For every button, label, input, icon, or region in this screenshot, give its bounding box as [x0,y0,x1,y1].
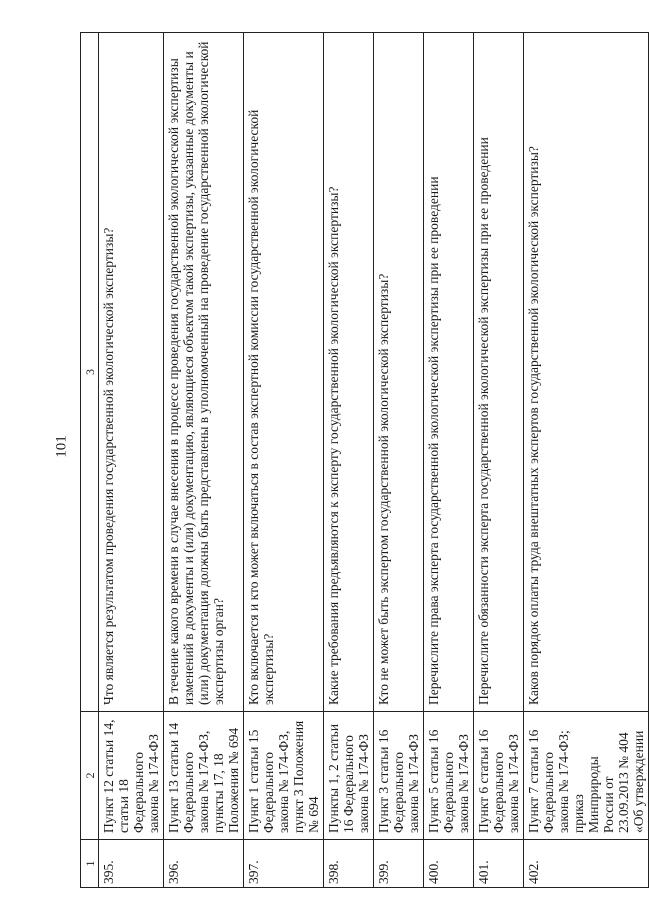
table-row [524,33,649,888]
row-number: 395. [99,840,164,888]
row-question: Перечислите права эксперта государственной экологической экспертизы при ее проведении [424,33,474,712]
header-col-1: 1 [81,840,99,888]
row-legal-basis: Пункты 1, 2 статьи 16 Федерального закона № 174-ФЗ [324,712,374,840]
header-col-2: 2 [81,712,99,840]
row-question: Что является результатом проведения государственной экологической экспертизы? [99,33,164,712]
table-row [244,33,324,888]
header-col-3: 3 [81,33,99,712]
row-number: 402. [524,840,649,888]
row-legal-basis: Пункт 5 статьи 16 Федерального закона № 174-ФЗ [424,712,474,840]
row-number: 401. [474,840,524,888]
row-question: Перечислите обязанности эксперта государственной экологической экспертизы при ее проведении [474,33,524,712]
row-legal-basis: Пункт 12 статьи 14, статьи 18 Федерального закона № 174-ФЗ [99,712,164,840]
row-legal-basis: Пункт 6 статьи 16 Федерального закона № 174-ФЗ [474,712,524,840]
questions-table [80,32,649,888]
row-number: 400. [424,840,474,888]
row-legal-basis: Пункт 3 статьи 16 Федерального закона № 174-ФЗ [374,712,424,840]
table-row [164,33,244,888]
row-question: Кто включается и кто может включаться в состав экспертной комиссии государственной экологической экспертизы? [244,33,324,712]
page-number: 101 [53,435,70,458]
header-row [81,33,99,888]
row-legal-basis: Пункт 13 статьи 14 Федерального закона № 174-ФЗ, пункты 17, 18 Положения № 694 [164,712,244,840]
table-row [374,33,424,888]
row-number: 398. [324,840,374,888]
row-legal-basis: Пункт 1 статьи 15 Федерального закона № 174-ФЗ, пункт 3 Положения № 694 [244,712,324,840]
table-row [99,33,164,888]
row-legal-basis: Пункт 7 статьи 16 Федерального закона № 174-ФЗ; приказ Минприроды России от 23.09.2013 № 404 «Об утверждении [524,712,649,840]
table-container [80,33,646,888]
table-row [324,33,374,888]
row-number: 399. [374,840,424,888]
table-row [474,33,524,888]
table-row [424,33,474,888]
row-question: Каков порядок оплаты труда внештатных экспертов государственной экологической экспертизы? [524,33,649,712]
row-question: Какие требования предъявляются к эксперту государственной экологической экспертизы? [324,33,374,712]
row-number: 397. [244,840,324,888]
row-number: 396. [164,840,244,888]
row-question: Кто не может быть экспертом государственной экологической экспертизы? [374,33,424,712]
row-question: В течение какого времени в случае внесения в процессе проведения государственной экологической экспертизы изменений в документы и (или) документацию, являющиеся объектом такой экспертизы, указанные документы и (или) документация должны быть представлены в уполномоченный на проведение государственной экологической экспертизы орган? [164,33,244,712]
